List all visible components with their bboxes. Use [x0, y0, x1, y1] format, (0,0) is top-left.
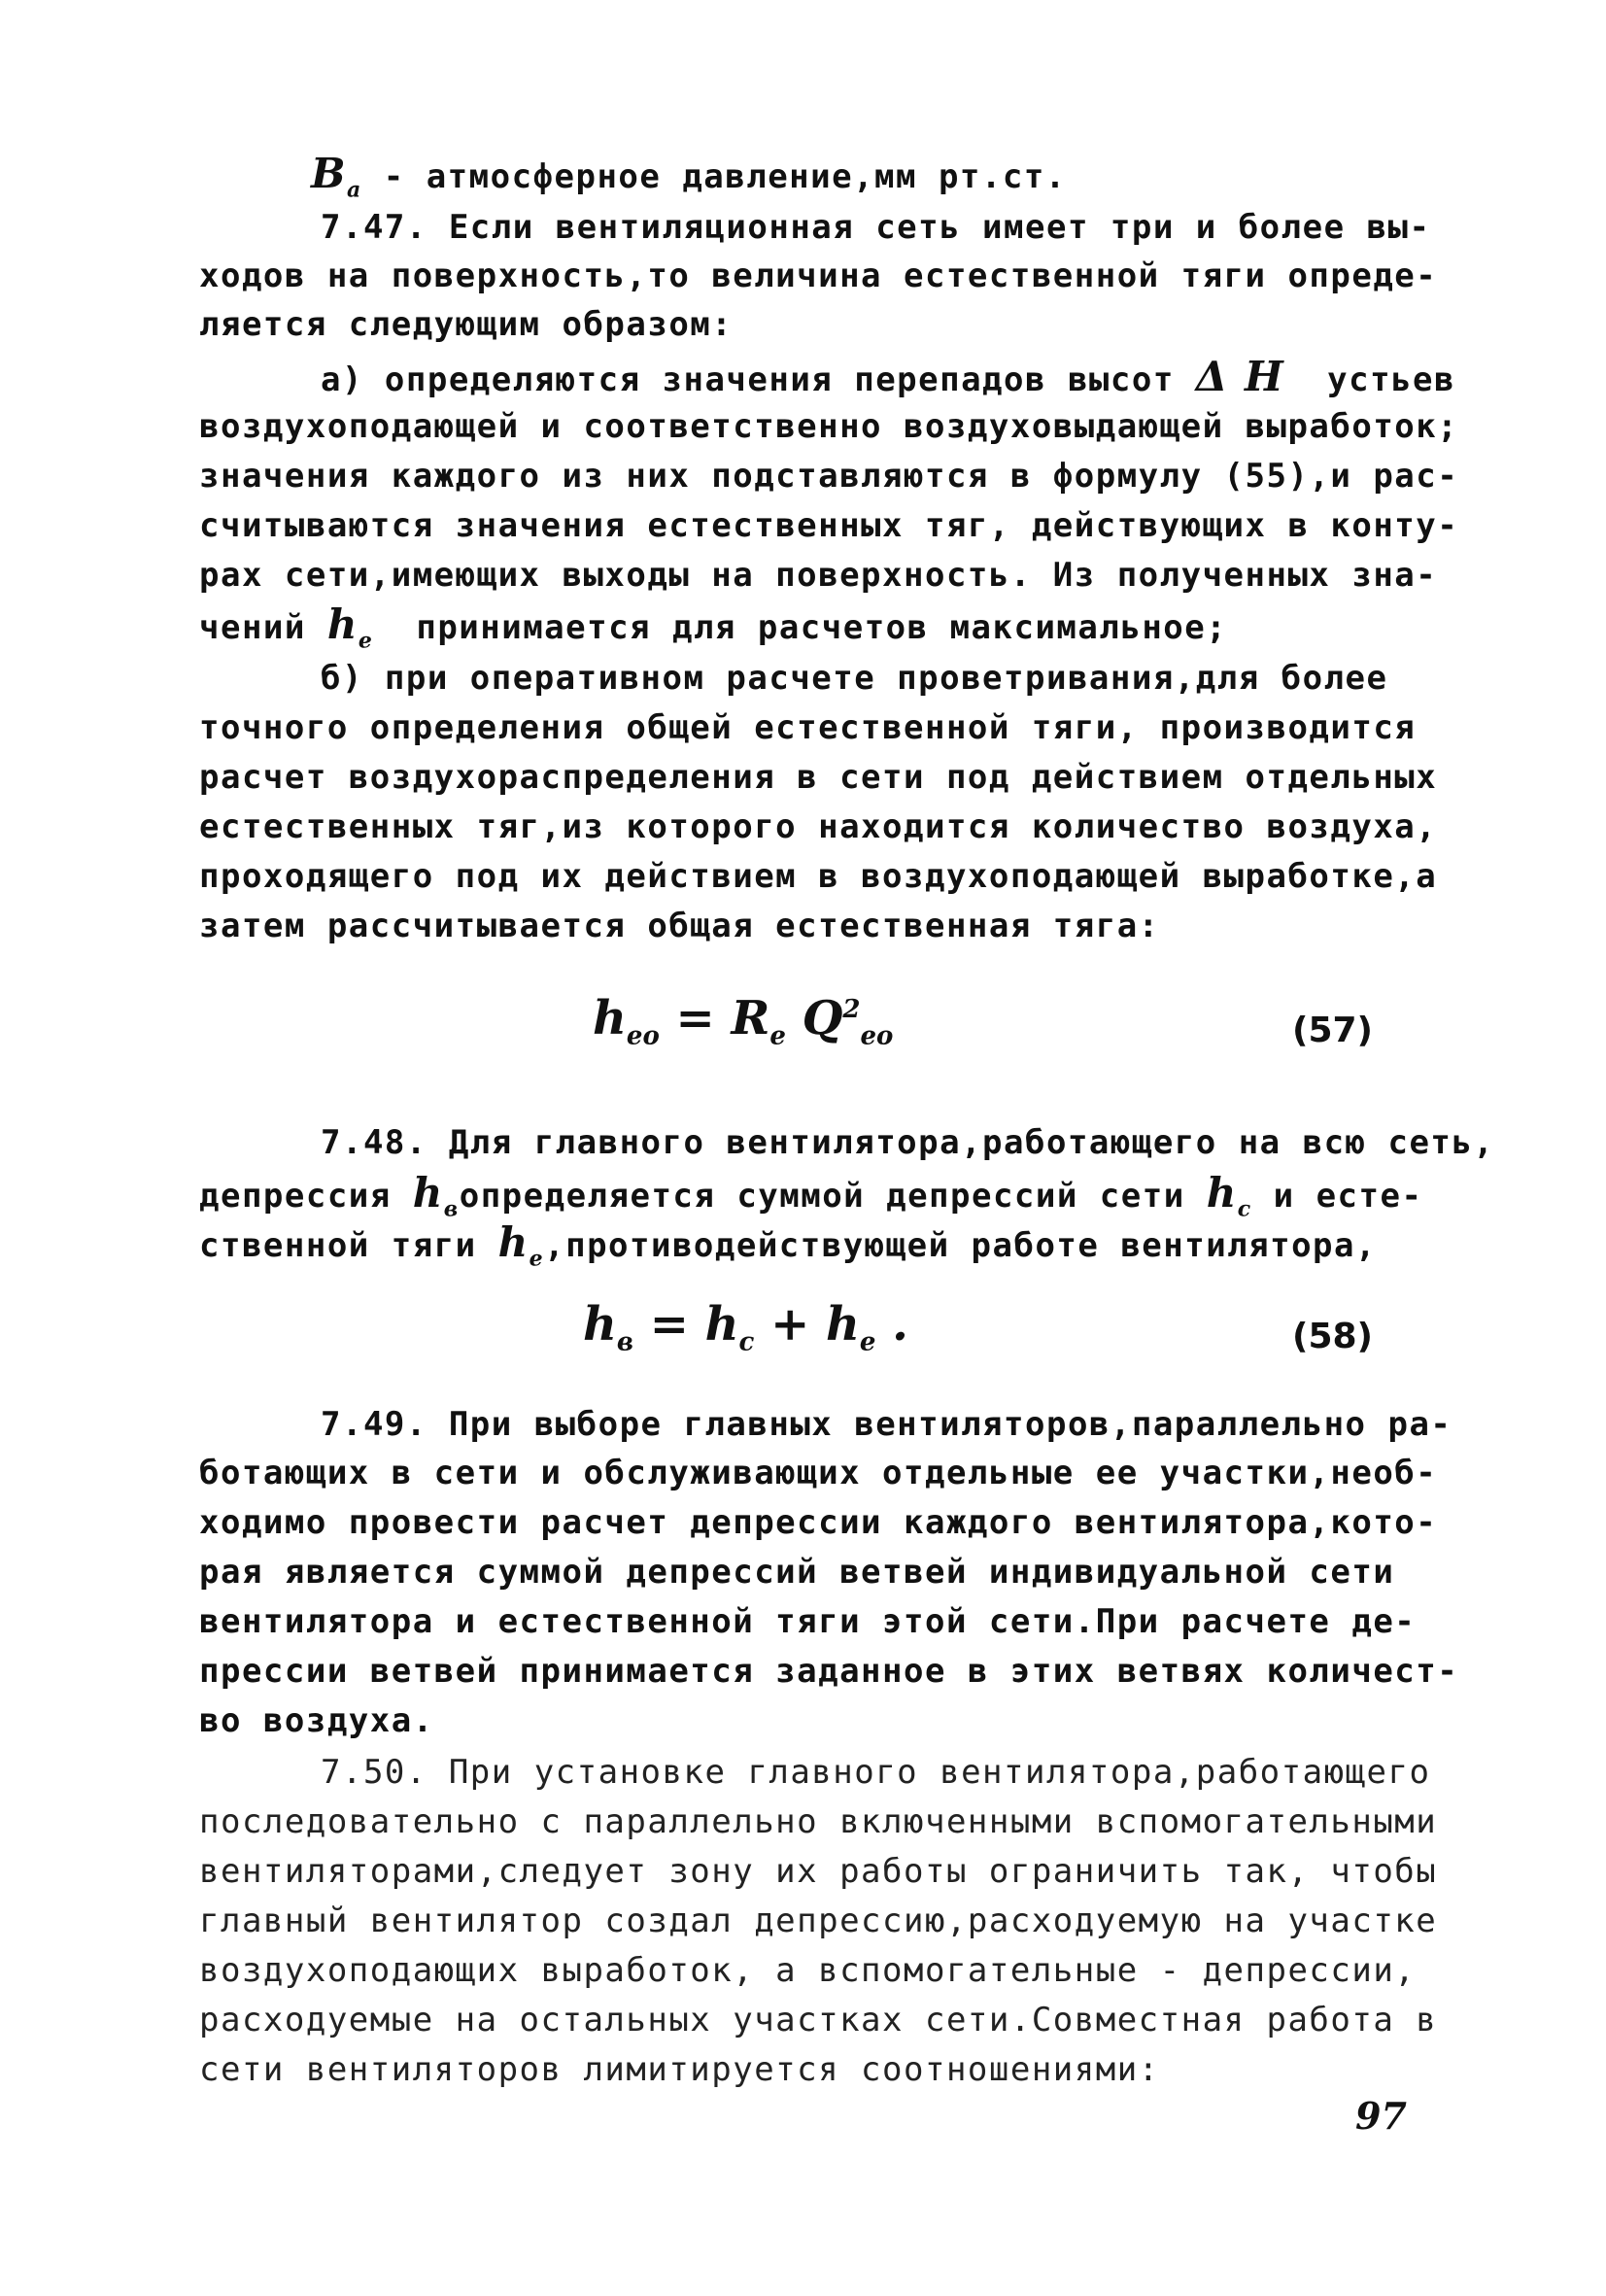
text-line-9: рах сети,имеющих выходы на поверхность. Из полученных зна-: [199, 556, 1438, 595]
text-line-16: затем рассчитывается общая естественная тяга:: [199, 907, 1160, 945]
formula-57: $h_{eo} = R_e$ $Q^2_{eo}$: [593, 991, 894, 1051]
symbol-Ba: $B_a$: [311, 150, 362, 203]
text-line-14: естественных тяг,из которого находится количество воздуха,: [199, 807, 1438, 846]
symbol-delta-H: Δ H: [1195, 353, 1285, 400]
text-line-29: вентиляторами,следует зону их работы ограничить так, чтобы: [199, 1852, 1438, 1891]
text-line-21: ботающих в сети и обслуживающих отдельные ее участки,необ-: [199, 1454, 1438, 1492]
text-line-11: б) при оперативном расчете проветривания,для более: [321, 659, 1388, 698]
text-line-22: ходимо провести расчет депрессии каждого вентилятора,кото-: [199, 1503, 1438, 1542]
text-line-26: во воздуха.: [199, 1701, 434, 1740]
text-line-10: чений $h_e$ принимается для расчетов максимальное;: [199, 600, 1228, 654]
text-line-13: расчет воздухораспределения в сети под действием отдельных: [199, 758, 1438, 797]
text-line-3: ходов на поверхность,то величина естественной тяги опреде-: [199, 257, 1438, 295]
text-line-4: ляется следующим образом:: [199, 305, 734, 344]
page-number: 97: [1355, 2094, 1407, 2138]
equation-number-57: (57): [1292, 1011, 1374, 1050]
text-line-33: сети вентиляторов лимитируется соотношениями:: [199, 2050, 1160, 2089]
text-line-25: прессии ветвей принимается заданное в этих ветвях количест-: [199, 1652, 1459, 1691]
text-line-31: воздухоподающих выработок, а вспомогательные - депрессии,: [199, 1951, 1417, 1990]
text-line-2: 7.47. Если вентиляционная сеть имеет три и более вы-: [321, 208, 1431, 247]
text-line-24: вентилятора и естественной тяги этой сети.При расчете де-: [199, 1602, 1417, 1641]
text-line-20: 7.49. При выборе главных вентиляторов,параллельно ра-: [321, 1405, 1452, 1444]
text-line-8: считываются значения естественных тяг, действующих в конту-: [199, 506, 1459, 545]
text-line-30: главный вентилятор создал депрессию,расходуемую на участке: [199, 1902, 1438, 1940]
text-line-15: проходящего под их действием в воздухоподающей выработке,а: [199, 857, 1438, 896]
text-line-5: а) определяются значения перепадов высот Δ H устьев: [321, 353, 1455, 400]
formula-58: $h_в = h_c + h_e$ .: [583, 1297, 908, 1357]
text-line-6: воздухоподающей и соответственно воздуховыдающей выработок;: [199, 407, 1459, 446]
text-line-28: последовательно с параллельно включенными вспомогательными: [199, 1802, 1438, 1841]
text-line-1: $B_a$ - атмосферное давление,мм рт.ст.: [311, 150, 1067, 203]
text-line-7: значения каждого из них подставляются в формулу (55),и рас-: [199, 457, 1459, 496]
text-line-17: 7.48. Для главного вентилятора,работающего на всю сеть,: [321, 1123, 1495, 1162]
symbol-he-2: $h_e$: [497, 1218, 545, 1272]
text-line-18: депрессия $h_вопределяется$ суммой депрессий сети $h_c$ и есте-: [199, 1169, 1423, 1222]
text-line-23: рая является суммой депрессий ветвей индивидуальной сети: [199, 1553, 1395, 1592]
text-line-27: 7.50. При установке главного вентилятора,работающего: [321, 1753, 1431, 1792]
symbol-hc: $h_c$: [1206, 1169, 1252, 1222]
symbol-hB: $h_в$: [412, 1169, 460, 1222]
text-line-19: ственной тяги $h_e,противодействующей$ работе вентилятора,: [199, 1218, 1377, 1272]
text-line-32: расходуемые на остальных участках сети.Совместная работа в: [199, 2001, 1438, 2039]
text-line-12: точного определения общей естественной тяги, производится: [199, 708, 1417, 747]
equation-number-58: (58): [1292, 1317, 1374, 1356]
symbol-he: $h_e$: [326, 600, 374, 654]
